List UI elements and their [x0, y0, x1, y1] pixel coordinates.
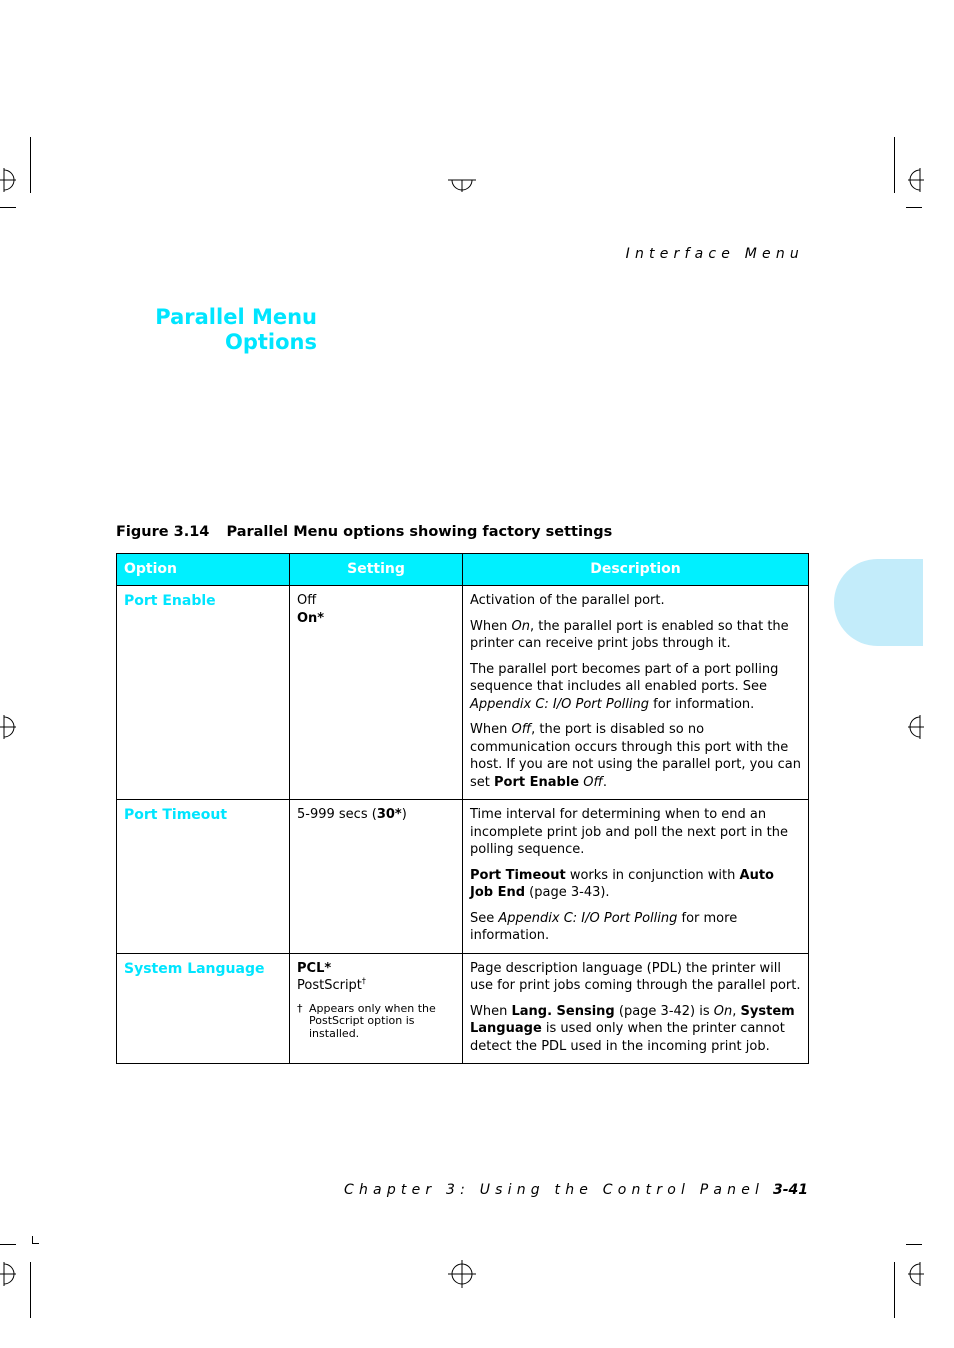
description-paragraph: When On, the parallel port is enabled so that the printer can receive print jobs through it. — [470, 618, 789, 651]
setting-cell — [290, 586, 463, 800]
figure-caption — [116, 524, 612, 540]
page-number: 3-41 — [772, 1182, 808, 1198]
setting-cell — [290, 953, 463, 1064]
column-header-setting: Setting — [290, 554, 463, 586]
option-name: Port Timeout — [117, 800, 290, 954]
setting-default: On* — [297, 610, 325, 626]
running-header: Interface Menu — [625, 246, 804, 262]
description-paragraph: Activation of the parallel port. — [470, 593, 665, 608]
description-cell — [463, 800, 809, 954]
section-title-line1: Parallel Menu — [155, 305, 317, 329]
setting-cell — [290, 800, 463, 954]
description-paragraph: Time interval for determining when to end an incomplete print job and poll the next port in the polling sequence. — [470, 807, 788, 857]
figure-caption-text: Parallel Menu options showing factory settings — [226, 524, 613, 540]
dagger-mark: † — [361, 976, 366, 986]
chapter-tab-marker — [834, 559, 923, 646]
footnote-dagger: † — [297, 1001, 303, 1015]
table-row — [117, 586, 809, 800]
option-name: System Language — [117, 953, 290, 1064]
description-paragraph: See Appendix C: I/O Port Polling for more information. — [470, 910, 738, 943]
column-header-description: Description — [463, 554, 809, 586]
description-paragraph: When Off, the port is disabled so no communication occurs through this port with the host. If you are not using the parallel port, you can set Port Enable Off. — [470, 722, 801, 790]
figure-number: Figure 3.14 — [116, 524, 210, 540]
section-title-line2: Options — [225, 330, 317, 354]
footnote-text: Appears only when the PostScript option is installed. — [309, 1001, 436, 1040]
running-footer: Chapter 3: Using the Control Panel — [344, 1182, 765, 1198]
description-paragraph: Page description language (PDL) the printer will use for print jobs coming through the parallel port. — [470, 960, 801, 993]
setting-default: PCL* — [297, 960, 332, 976]
column-header-option: Option — [117, 554, 290, 586]
description-cell — [463, 953, 809, 1064]
description-paragraph: Port Timeout works in conjunction with Auto Job End (page 3-43). — [470, 867, 774, 900]
section-title — [120, 305, 317, 355]
table-row — [117, 953, 809, 1064]
description-paragraph: When Lang. Sensing (page 3-42) is On, System Language is used only when the printer cannot detect the PDL used in the incoming print job. — [470, 1003, 795, 1054]
description-paragraph: The parallel port becomes part of a port polling sequence that includes all enabled ports. See Appendix C: I/O Port Polling for information. — [470, 661, 779, 712]
description-cell — [463, 586, 809, 800]
footnote — [297, 1003, 455, 1041]
options-table — [116, 553, 809, 1064]
table-row — [117, 800, 809, 954]
option-name: Port Enable — [117, 586, 290, 800]
setting-value: PostScript† — [297, 976, 366, 993]
setting-value: 5-999 secs (30*) — [297, 807, 407, 822]
setting-value: Off — [297, 593, 317, 608]
table-header-row — [117, 554, 809, 586]
